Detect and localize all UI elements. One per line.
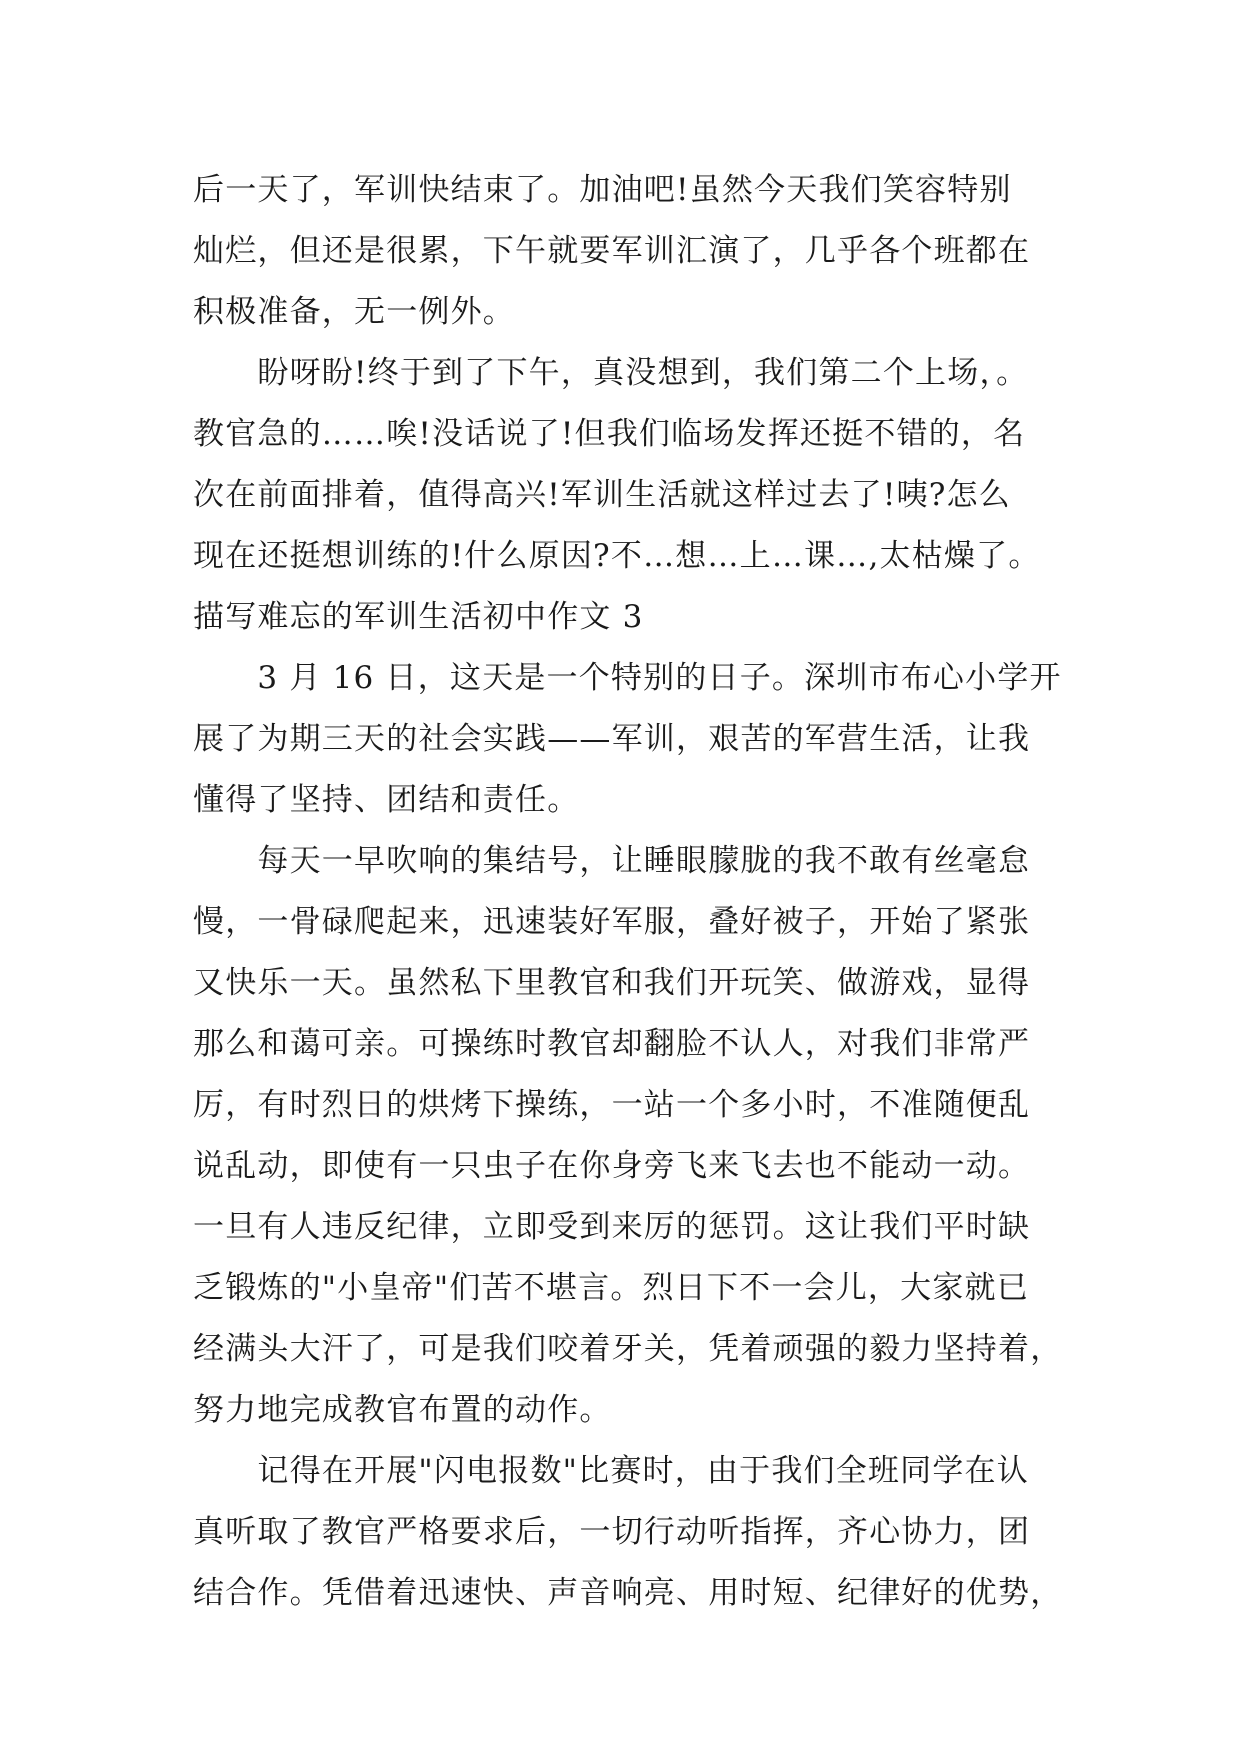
text-line: 说乱动，即使有一只虫子在你身旁飞来飞去也不能动一动。 xyxy=(193,1148,1031,1184)
text-line: 每天一早吹响的集结号，让睡眼朦胧的我不敢有丝毫怠 xyxy=(193,843,1031,879)
text-line: 3 月 16 日，这天是一个特别的日子。深圳市布心小学开 xyxy=(193,660,1062,696)
text-line: 又快乐一天。虽然私下里教官和我们开玩笑、做游戏，显得 xyxy=(193,965,1031,1001)
text-line: 慢，一骨碌爬起来，迅速装好军服，叠好被子，开始了紧张 xyxy=(193,904,1031,940)
text-line: 教官急的……唉!没话说了!但我们临场发挥还挺不错的，名 xyxy=(193,416,1026,452)
text-line: 懂得了坚持、团结和责任。 xyxy=(193,782,580,818)
text-line: 现在还挺想训练的!什么原因?不…想…上…课…,太枯燥了。 xyxy=(193,538,1041,574)
text-line: 盼呀盼!终于到了下午，真没想到，我们第二个上场，。 xyxy=(193,355,1029,391)
text-line: 乏锻炼的"小皇帝"们苦不堪言。烈日下不一会儿，大家就已 xyxy=(193,1270,1029,1306)
text-line: 努力地完成教官布置的动作。 xyxy=(193,1392,612,1428)
text-line: 那么和蔼可亲。可操练时教官却翻脸不认人，对我们非常严 xyxy=(193,1026,1031,1062)
text-line: 一旦有人违反纪律，立即受到来厉的惩罚。这让我们平时缺 xyxy=(193,1209,1031,1245)
section-heading: 描写难忘的军训生活初中作文 3 xyxy=(193,599,644,635)
text-line: 厉，有时烈日的烘烤下操练，一站一个多小时，不准随便乱 xyxy=(193,1087,1031,1123)
text-line: 次在前面排着，值得高兴!军训生活就这样过去了!咦?怎么 xyxy=(193,477,1011,513)
text-line: 后一天了，军训快结束了。加油吧!虽然今天我们笑容特别 xyxy=(193,172,1012,208)
text-line: 真听取了教官严格要求后，一切行动听指挥，齐心协力，团 xyxy=(193,1514,1031,1550)
text-line: 经满头大汗了，可是我们咬着牙关，凭着顽强的毅力坚持着， xyxy=(193,1331,1063,1367)
text-line: 积极准备，无一例外。 xyxy=(193,294,515,330)
text-line: 灿烂，但还是很累，下午就要军训汇演了，几乎各个班都在 xyxy=(193,233,1031,269)
text-line: 记得在开展"闪电报数"比赛时，由于我们全班同学在认 xyxy=(193,1453,1029,1489)
text-line: 展了为期三天的社会实践——军训，艰苦的军营生活，让我 xyxy=(193,721,1031,757)
text-line: 结合作。凭借着迅速快、声音响亮、用时短、纪律好的优势， xyxy=(193,1575,1063,1611)
essay-body xyxy=(193,160,1073,1624)
